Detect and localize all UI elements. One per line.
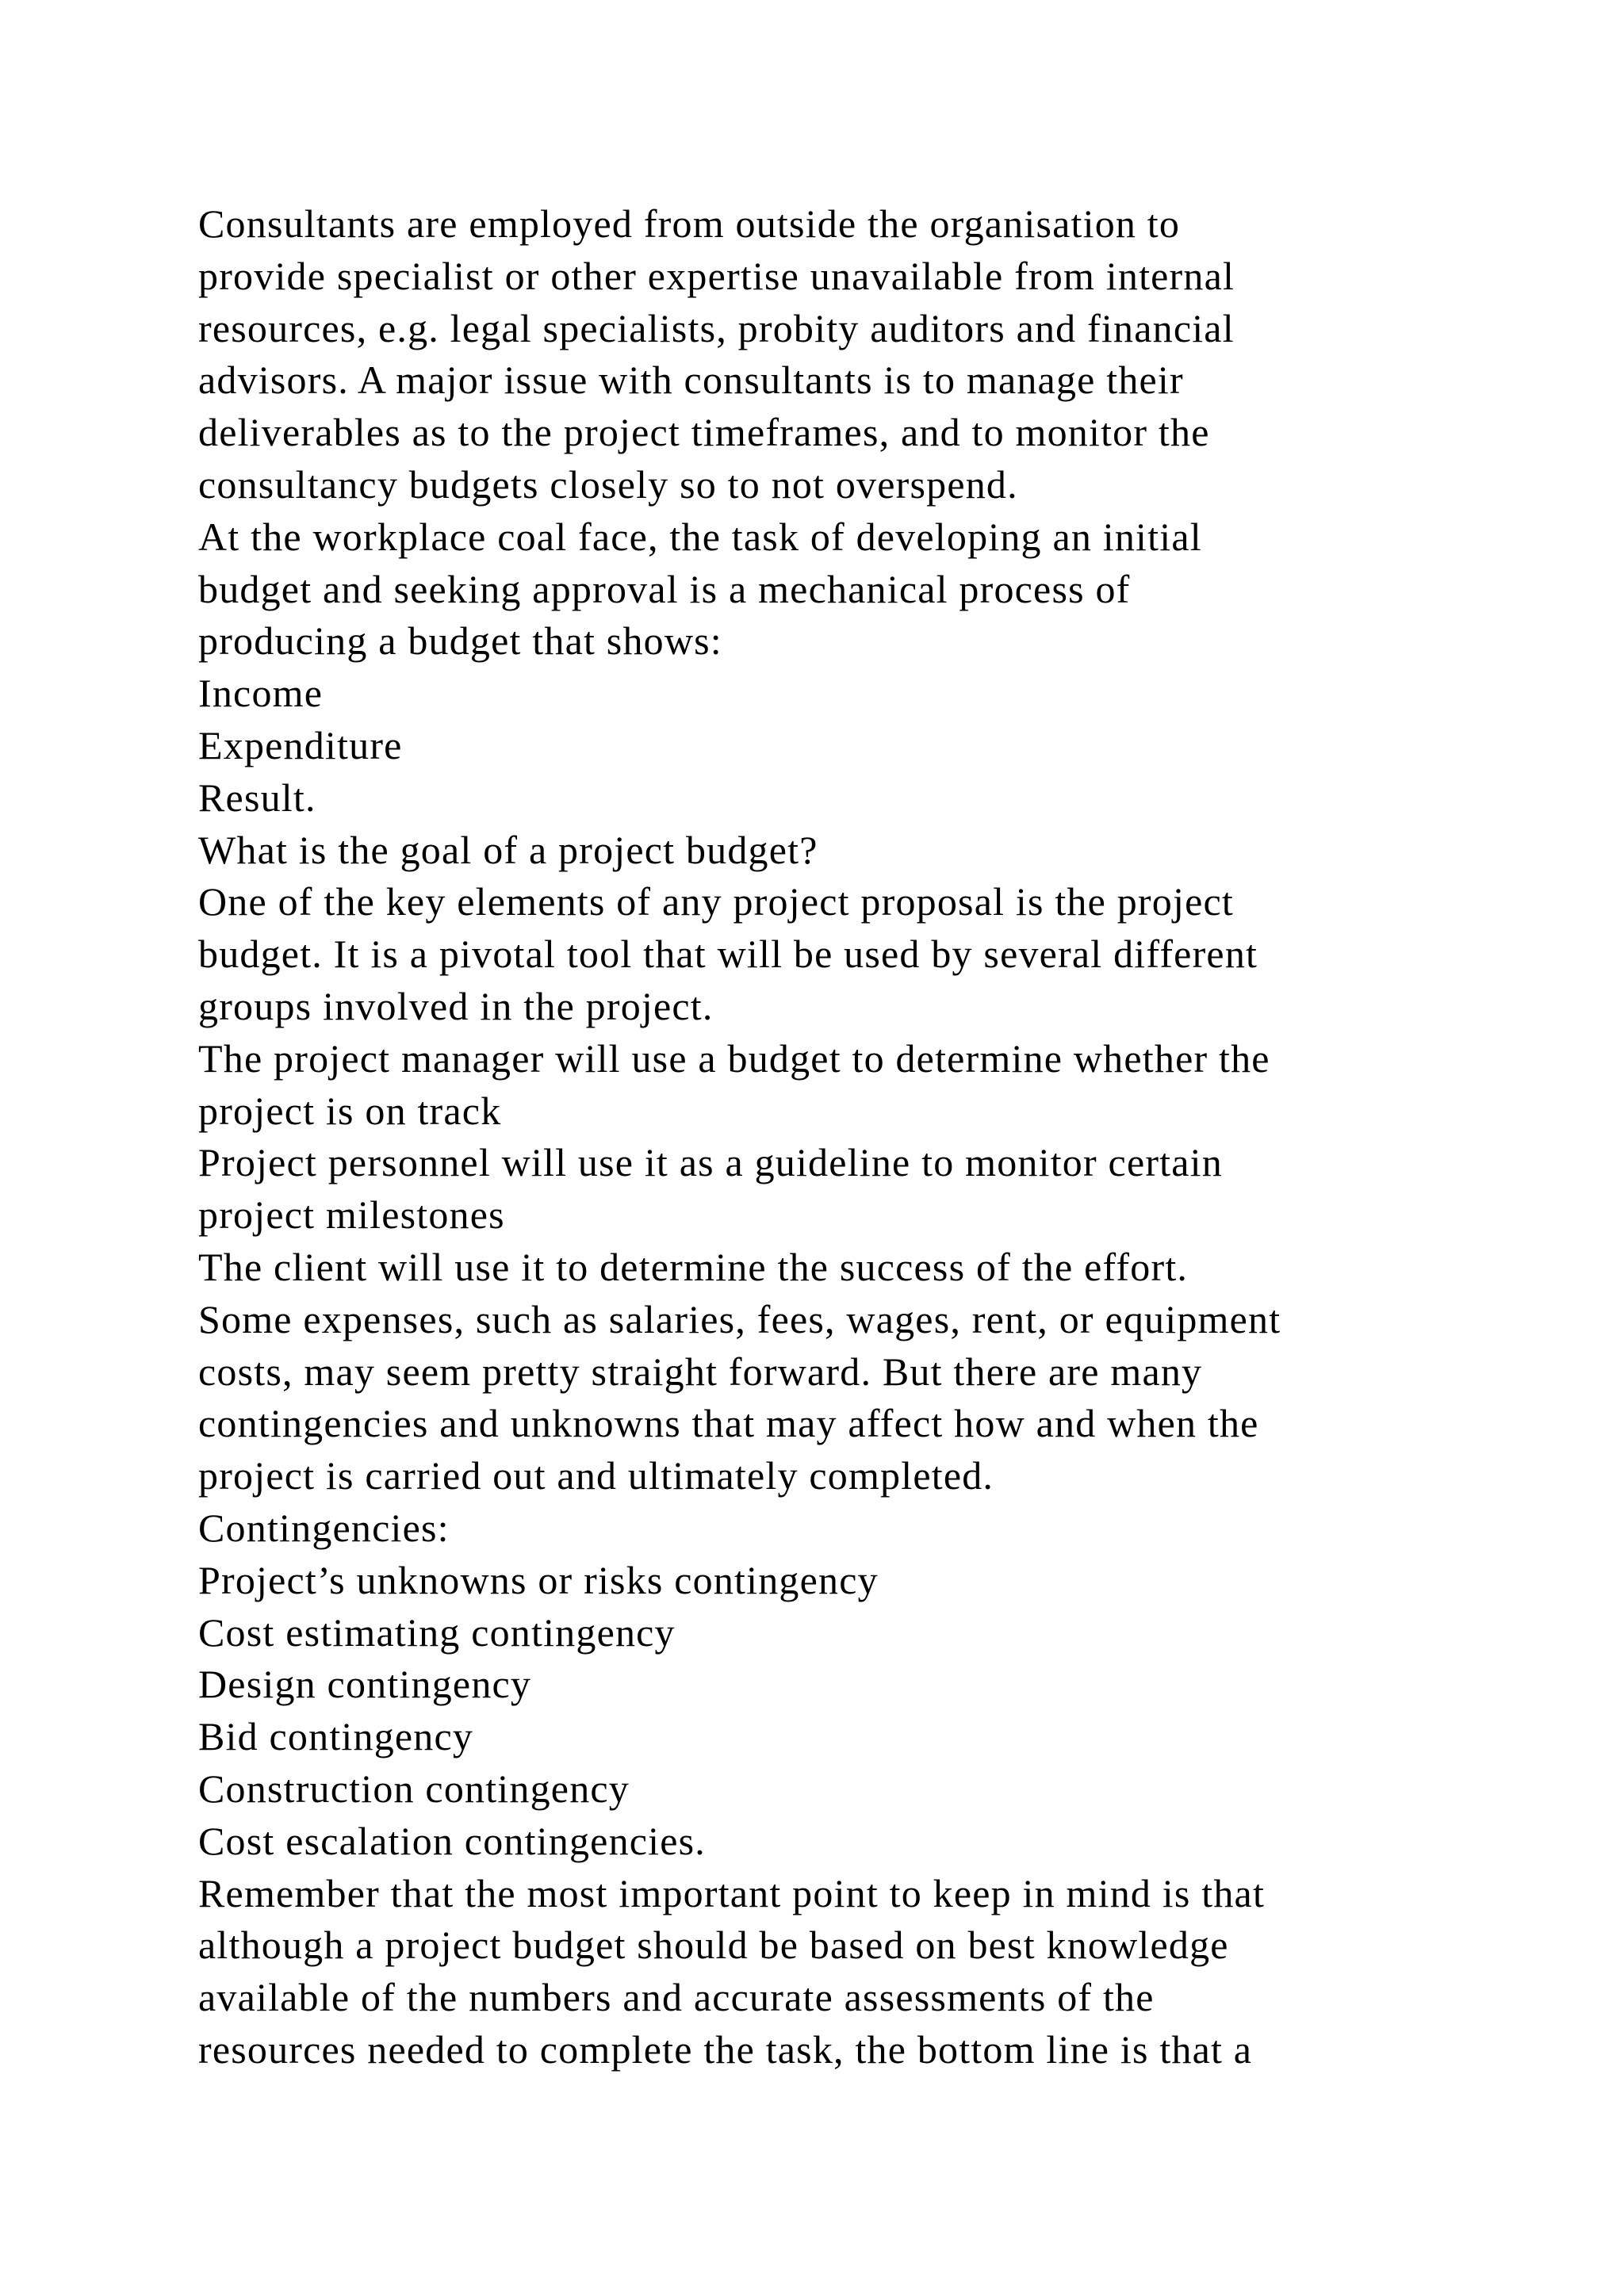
text-line: Income — [198, 671, 324, 716]
text-line: resources, e.g. legal specialists, probity auditors and financial — [198, 305, 1235, 350]
text-line: Project’s unknowns or risks contingency — [198, 1557, 879, 1602]
text-line: Cost escalation contingencies. — [198, 1818, 707, 1863]
text-line: The project manager will use a budget to determine whether the — [198, 1035, 1270, 1081]
text-line: groups involved in the project. — [198, 983, 714, 1028]
text-line: available of the numbers and accurate assessments of the — [198, 1975, 1155, 2020]
text-line: consultancy budgets closely so to not overspend. — [198, 461, 1018, 507]
text-line: Contingencies: — [198, 1505, 450, 1550]
text-line: producing a budget that shows: — [198, 618, 722, 664]
document-body — [198, 198, 1467, 2076]
text-line: Project personnel will use it as a guideline to monitor certain — [198, 1140, 1223, 1185]
text-line: provide specialist or other expertise unavailable from internal — [198, 253, 1235, 298]
text-line: project is on track — [198, 1088, 502, 1133]
text-line: Consultants are employed from outside the organisation to — [198, 201, 1181, 246]
text-line: Expenditure — [198, 722, 403, 767]
text-line: resources needed to complete the task, the bottom line is that a — [198, 2026, 1253, 2072]
text-line: although a project budget should be based on best knowledge — [198, 1923, 1229, 1968]
text-line: budget and seeking approval is a mechanical process of — [198, 566, 1131, 611]
text-line: At the workplace coal face, the task of developing an initial — [198, 514, 1202, 559]
text-line: budget. It is a pivotal tool that will be used by several different — [198, 932, 1258, 977]
text-line: The client will use it to determine the success of the effort. — [198, 1244, 1189, 1289]
text-line: Some expenses, such as salaries, fees, wages, rent, or equipment — [198, 1296, 1281, 1341]
text-line: Bid contingency — [198, 1714, 474, 1759]
text-line: Remember that the most important point to keep in mind is that — [198, 1870, 1266, 1915]
text-line: project milestones — [198, 1192, 505, 1238]
text-line: advisors. A major issue with consultants is to manage their — [198, 358, 1184, 403]
text-line: contingencies and unknowns that may affect how and when the — [198, 1401, 1259, 1446]
text-line: One of the key elements of any project proposal is the project — [198, 879, 1234, 924]
text-line: Design contingency — [198, 1662, 532, 1707]
text-line: project is carried out and ultimately completed. — [198, 1453, 994, 1498]
text-line: What is the goal of a project budget? — [198, 827, 818, 872]
text-line: costs, may seem pretty straight forward. But there are many — [198, 1349, 1203, 1394]
text-line: deliverables as to the project timeframes, and to monitor the — [198, 410, 1210, 455]
text-line: Cost estimating contingency — [198, 1609, 676, 1655]
text-line: Construction contingency — [198, 1766, 630, 1811]
text-line: Result. — [198, 775, 316, 820]
